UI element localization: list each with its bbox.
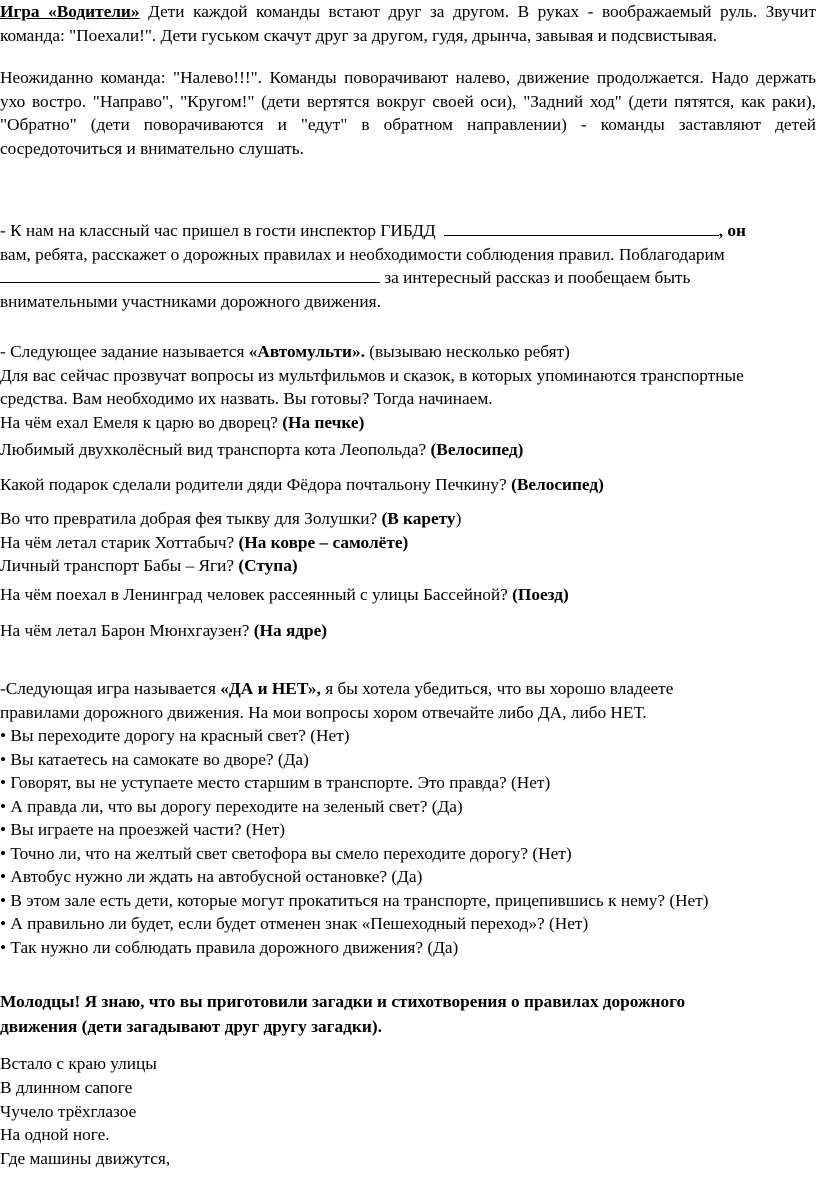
answer-text: (На ядре) <box>253 621 328 640</box>
answer-text: (Ступа) <box>238 556 298 575</box>
question-text: Любимый двухколёсный вид транспорта кота Леопольда? <box>0 440 431 459</box>
yes-no-game-section <box>0 677 816 959</box>
question-emelya <box>0 411 816 435</box>
poem-line: Встало с краю улицы <box>0 1054 157 1073</box>
yes-no-bullet: • Вы играете на проезжей части? (Нет) <box>0 820 286 839</box>
yes-no-bullet: • А правильно ли будет, если будет отменен знак «Пешеходный переход»? (Нет) <box>0 914 589 933</box>
inspector-intro-text: - К нам на классный час пришел в гости инспектор ГИБДД <box>0 221 436 240</box>
question-text: Какой подарок сделали родители дяди Фёдора почтальону Печкину? <box>0 475 512 494</box>
riddles-line-1: Молодцы! Я знаю, что вы приготовили загадки и стихотворения о правилах дорожного <box>0 992 686 1011</box>
automulti-note: (вызываю несколько ребят) <box>364 342 570 361</box>
question-munchausen <box>0 619 816 643</box>
yes-no-bullet: • Автобус нужно ли ждать на автобусной остановке? (Да) <box>0 867 423 886</box>
riddles-intro <box>0 989 816 1039</box>
yes-no-bullet: • Так нужно ли соблюдать правила дорожного движения? (Да) <box>0 937 459 957</box>
yes-no-bullet: • Говорят, вы не уступаете место старшим в транспорте. Это правда? (Нет) <box>0 773 551 792</box>
closing-paren: ) <box>455 509 462 528</box>
inspector-line-1 <box>0 219 816 243</box>
inspector-line-3 <box>0 266 816 290</box>
automulti-title: «Автомульти». <box>248 342 365 361</box>
answer-text: (Велосипед) <box>511 475 604 494</box>
yes-no-bullet: • Точно ли, что на желтый свет светофора вы смело переходите дорогу? (Нет) <box>0 843 572 863</box>
inspector-line-2: вам, ребята, расскажет о дорожных правилах и необходимости соблюдения правил. Поблагодарим <box>0 244 725 264</box>
inspector-name-blank <box>444 220 719 236</box>
yes-no-bullet: • Вы переходите дорогу на красный свет? (Нет) <box>0 726 350 745</box>
yes-no-title: «ДА и НЕТ», <box>220 679 321 698</box>
answer-text: (На печке) <box>282 412 365 432</box>
answer-text: (В карету <box>381 509 456 528</box>
answer-text: (Велосипед) <box>430 440 524 459</box>
riddle-poem <box>0 1052 816 1171</box>
yes-no-intro-text: -Следующая игра называется <box>0 679 221 698</box>
question-cinderella <box>0 507 816 531</box>
drivers-game-title: Игра «Водители» <box>0 2 140 21</box>
question-text: Личный транспорт Бабы – Яги? <box>0 556 239 575</box>
automulti-intro-text: - Следующее задание называется <box>0 342 249 361</box>
automulti-line-2: Для вас сейчас прозвучат вопросы из мультфильмов и сказок, в которых упоминаются транспортные <box>0 365 744 385</box>
drivers-game-paragraph <box>0 0 816 47</box>
riddles-line-2: движения (дети загадывают друг другу загадки). <box>0 1017 382 1036</box>
question-baba-yaga <box>0 554 816 578</box>
inspector-line-4: внимательными участниками дорожного движения. <box>0 291 381 311</box>
answer-text: (На ковре – самолёте) <box>238 532 409 552</box>
yes-no-bullet: • В этом зале есть дети, которые могут прокатиться на транспорте, прицепившись к нему? (Нет) <box>0 890 709 910</box>
yes-no-line-1 <box>0 677 816 701</box>
question-leopold <box>0 438 816 462</box>
poem-line: На одной ноге. <box>0 1125 110 1145</box>
question-text: На чём летал Барон Мюнхгаузен? <box>0 621 254 640</box>
thanks-name-blank <box>0 267 380 283</box>
drivers-game-text: Дети каждой команды встают друг за другом. В руках - воображаемый руль. Звучит команда: "Поехали!". Дети гуськом скачут друг за другом, гудя, дрынча, завывая и подсвистывая. <box>0 2 816 45</box>
automulti-line-1 <box>0 340 816 364</box>
yes-no-line-2: правилами дорожного движения. На мои вопросы хором отвечайте либо ДА, либо НЕТ. <box>0 702 647 722</box>
poem-line: Чучело трёхглазое <box>0 1101 137 1121</box>
inspector-paragraph <box>0 219 816 313</box>
commands-paragraph: Неожиданно команда: "Налево!!!". Команды поворачивают налево, движение продолжается. Надо держать ухо востро. "Направо", "Кругом!" (дети вертятся вокруг своей оси), "Задний ход" (дети пятятся, как раки), "Обратно" (дети поворачиваются и "едут" в обратном направлении) - команды заставляют детей сосредоточиться и внимательно слушать. <box>0 68 816 158</box>
poem-line: Где машины движутся, <box>0 1149 171 1169</box>
yes-no-intro-rest: я бы хотела убедиться, что вы хорошо владеете <box>320 679 674 698</box>
automulti-paragraph <box>0 340 816 434</box>
answer-text: (Поезд) <box>512 585 569 604</box>
question-text: Во что превратила добрая фея тыкву для Золушки? <box>0 509 382 528</box>
question-group-cinderella <box>0 507 816 578</box>
inspector-after-blank-text: , он <box>718 221 746 240</box>
question-absent-minded <box>0 583 816 607</box>
yes-no-bullet: • А правда ли, что вы дорогу переходите на зеленый свет? (Да) <box>0 796 463 816</box>
question-pechkin <box>0 473 816 497</box>
thanks-text: за интересный рассказ и пообещаем быть <box>380 268 691 287</box>
automulti-line-3: средства. Вам необходимо их назвать. Вы готовы? Тогда начинаем. <box>0 389 493 408</box>
question-text: На чём поехал в Ленинград человек рассеянный с улицы Бассейной? <box>0 585 513 604</box>
question-text: На чём летал старик Хоттабыч? <box>0 532 239 552</box>
yes-no-bullet: • Вы катаетесь на самокате во дворе? (Да) <box>0 749 309 769</box>
poem-line: В длинном сапоге <box>0 1077 133 1097</box>
question-text: На чём ехал Емеля к царю во дворец? <box>0 412 283 432</box>
question-hottabych <box>0 531 816 555</box>
